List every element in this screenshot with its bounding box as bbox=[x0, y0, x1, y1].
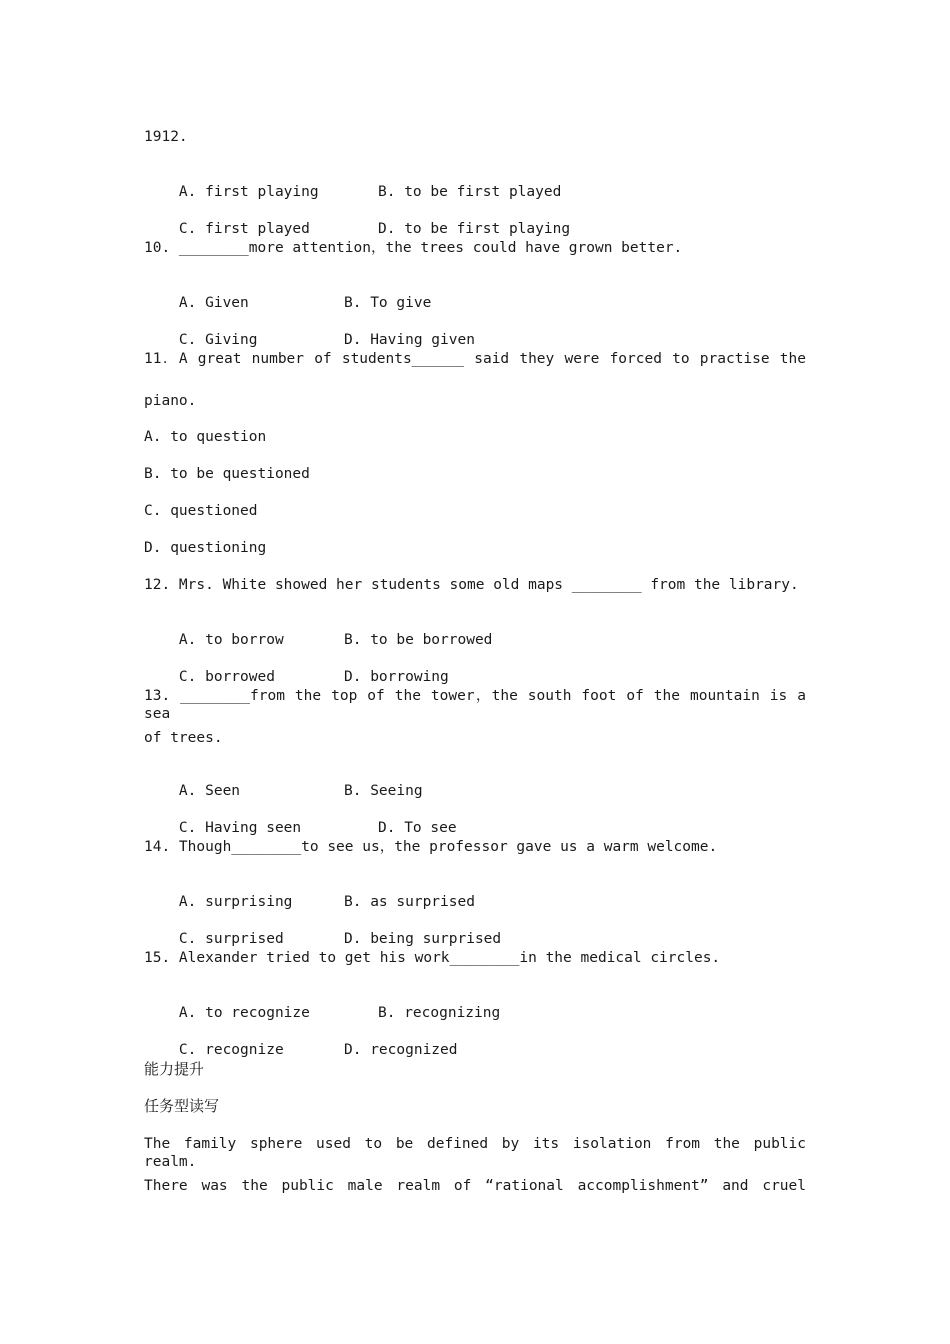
question-12-stem: 12. Mrs. White showed her students some old maps ________ from the library. bbox=[144, 577, 799, 593]
option-a: A. to recognize bbox=[178, 1005, 310, 1021]
section-heading-task-reading: 任务型读写 bbox=[144, 1097, 220, 1115]
option-c: C. Having seen bbox=[178, 820, 302, 836]
option-d: D. to be first playing bbox=[378, 221, 571, 237]
option-d: D. being surprised bbox=[344, 931, 502, 947]
question-9-continuation: 1912. bbox=[144, 129, 188, 145]
option-b: B. to be borrowed bbox=[344, 632, 493, 648]
question-11-option-b: B. to be questioned bbox=[144, 466, 310, 482]
option-c: C. first played bbox=[178, 221, 310, 237]
question-11-continuation: piano. bbox=[144, 393, 197, 409]
option-a: A. first playing bbox=[178, 184, 319, 200]
option-d: D. recognized bbox=[344, 1042, 458, 1058]
option-b: B. Seeing bbox=[344, 783, 423, 799]
option-b: B. to be first played bbox=[378, 184, 562, 200]
section-heading-ability: 能力提升 bbox=[144, 1060, 205, 1078]
option-c: C. recognize bbox=[178, 1042, 284, 1058]
question-15-stem: 15. Alexander tried to get his work________in the medical circles. bbox=[144, 950, 721, 966]
option-b: B. To give bbox=[344, 295, 432, 311]
option-b: B. as surprised bbox=[344, 894, 475, 910]
option-c: C. Giving bbox=[178, 332, 258, 348]
option-c: C. surprised bbox=[178, 931, 284, 947]
option-d: D. Having given bbox=[344, 332, 475, 348]
option-a: A. Seen bbox=[178, 783, 241, 799]
option-a: A. surprising bbox=[178, 894, 293, 910]
question-11-option-c: C. questioned bbox=[144, 503, 258, 519]
option-a: A. Given bbox=[178, 295, 249, 311]
option-c: C. borrowed bbox=[178, 669, 275, 685]
option-d: D. borrowing bbox=[344, 669, 449, 685]
option-a: A. to borrow bbox=[178, 632, 284, 648]
question-13-continuation: of trees. bbox=[144, 730, 223, 746]
passage-line-1: The family sphere used to be defined by its isolation from the public realm. bbox=[144, 1136, 806, 1170]
question-10-stem: 10. ________more attention，the trees could have grown better. bbox=[144, 240, 683, 256]
passage-line-2: There was the public male realm of “rational accomplishment” and cruel bbox=[144, 1178, 806, 1194]
question-11-option-a: A. to question bbox=[144, 429, 267, 445]
question-13-stem: 13. ________from the top of the tower，the south foot of the mountain is a sea bbox=[144, 688, 806, 722]
option-d: D. To see bbox=[378, 820, 457, 836]
question-11-stem: 11．A great number of students______ said they were forced to practise the bbox=[144, 351, 806, 367]
question-14-stem: 14. Though________to see us，the professor gave us a warm welcome. bbox=[144, 839, 718, 855]
question-11-option-d: D. questioning bbox=[144, 540, 267, 556]
option-b: B. recognizing bbox=[378, 1005, 501, 1021]
